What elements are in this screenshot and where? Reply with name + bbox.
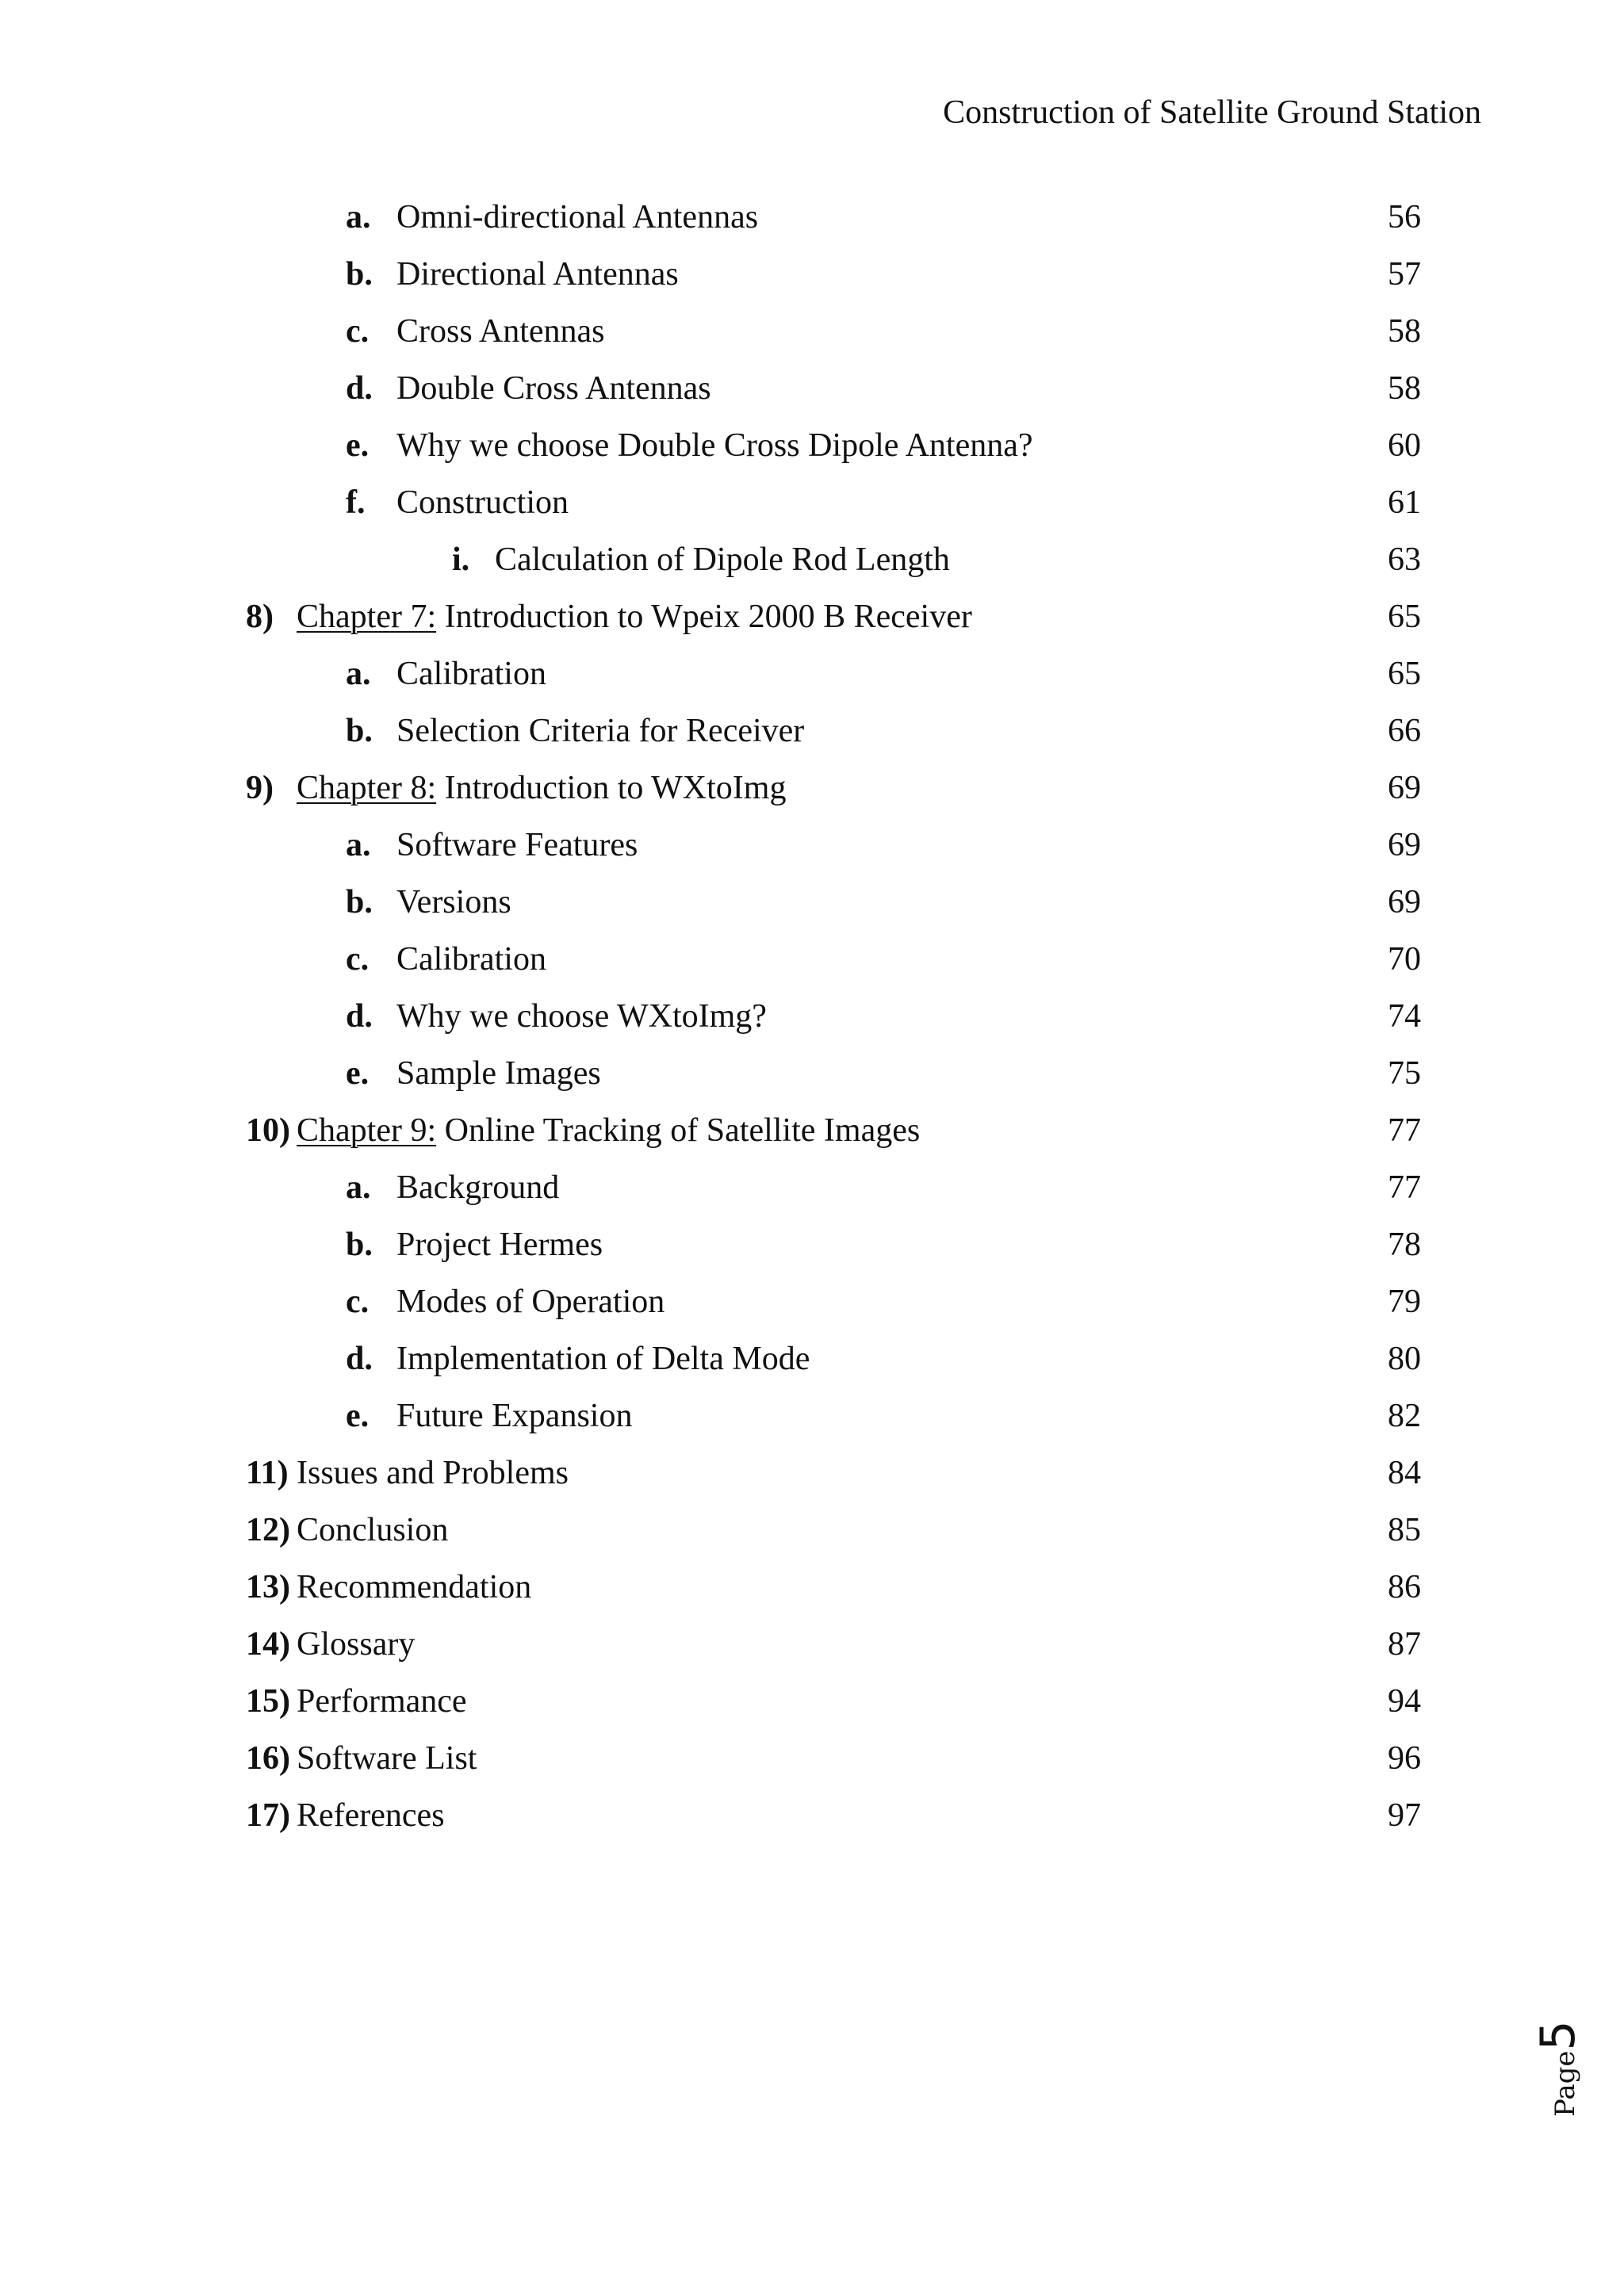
toc-entry-title bbox=[396, 303, 605, 360]
toc-entry-marker: 12) bbox=[246, 1512, 290, 1548]
toc-entry-title-text: Construction bbox=[396, 484, 569, 521]
toc-entry-marker: c. bbox=[346, 1284, 370, 1320]
toc-entry-title-text: Project Hermes bbox=[396, 1226, 603, 1263]
toc-entry-page-number: 86 bbox=[1388, 1569, 1421, 1605]
toc-entry bbox=[0, 1502, 1624, 1559]
toc-entry bbox=[0, 1787, 1624, 1844]
toc-entry-marker: 15) bbox=[246, 1683, 290, 1720]
toc-entry-page-number: 77 bbox=[1388, 1169, 1421, 1206]
toc-entry-marker: c. bbox=[346, 941, 370, 978]
toc-entry bbox=[0, 246, 1624, 303]
page-footer bbox=[1530, 2014, 1586, 2117]
toc-entry-page-number: 69 bbox=[1388, 827, 1421, 863]
running-header: Construction of Satellite Ground Station bbox=[943, 94, 1481, 131]
table-of-contents bbox=[0, 189, 1624, 1844]
toc-entry-title-text: Conclusion bbox=[297, 1512, 449, 1548]
toc-entry-title-text: References bbox=[297, 1797, 445, 1834]
toc-entry bbox=[0, 1559, 1624, 1616]
chapter-link[interactable]: Chapter 7: bbox=[297, 599, 437, 635]
toc-entry-title bbox=[297, 1673, 467, 1730]
toc-entry-title-text: Software Features bbox=[396, 827, 638, 863]
toc-entry-title-text: Cross Antennas bbox=[396, 313, 605, 350]
toc-entry-title bbox=[396, 1159, 559, 1216]
toc-entry-page-number: 97 bbox=[1388, 1797, 1421, 1834]
toc-entry-marker: b. bbox=[346, 713, 373, 749]
toc-entry bbox=[0, 1730, 1624, 1787]
toc-entry-page-number: 70 bbox=[1388, 941, 1421, 978]
toc-entry-marker: b. bbox=[346, 256, 373, 293]
toc-entry bbox=[0, 1445, 1624, 1502]
toc-entry-marker: b. bbox=[346, 1226, 373, 1263]
toc-entry bbox=[0, 1216, 1624, 1273]
toc-entry-title-text: Glossary bbox=[297, 1626, 416, 1663]
toc-entry-title-text: Why we choose WXtoImg? bbox=[396, 998, 767, 1035]
toc-entry-title bbox=[297, 1616, 415, 1673]
toc-entry-title-text: Implementation of Delta Mode bbox=[396, 1341, 810, 1377]
toc-entry-title-text: Directional Antennas bbox=[396, 256, 679, 293]
toc-entry-title-text: Software List bbox=[297, 1740, 477, 1777]
toc-entry-title-text: Recommendation bbox=[297, 1569, 532, 1605]
toc-entry-marker: c. bbox=[346, 313, 370, 350]
page-label: Page bbox=[1549, 2050, 1581, 2117]
toc-entry-marker: d. bbox=[346, 370, 373, 407]
toc-entry-title bbox=[297, 760, 786, 817]
toc-entry-page-number: 77 bbox=[1388, 1112, 1421, 1149]
toc-entry-title-text: Modes of Operation bbox=[396, 1284, 665, 1320]
toc-entry bbox=[0, 931, 1624, 988]
toc-entry-page-number: 78 bbox=[1388, 1226, 1421, 1263]
toc-entry-title-text: Versions bbox=[396, 884, 511, 920]
toc-entry-page-number: 57 bbox=[1388, 256, 1421, 293]
toc-entry-title-text: Omni-directional Antennas bbox=[396, 199, 759, 235]
chapter-link[interactable]: Chapter 8: bbox=[297, 770, 437, 806]
toc-entry-page-number: 96 bbox=[1388, 1740, 1421, 1777]
toc-entry-title bbox=[396, 931, 546, 988]
toc-entry bbox=[0, 874, 1624, 931]
toc-entry-title bbox=[297, 1445, 569, 1502]
toc-entry-title bbox=[396, 360, 711, 417]
toc-entry-page-number: 65 bbox=[1388, 656, 1421, 692]
toc-entry-title bbox=[297, 1787, 445, 1844]
toc-entry-marker: b. bbox=[346, 884, 373, 920]
toc-entry-title-text: Issues and Problems bbox=[297, 1455, 569, 1491]
toc-entry-title bbox=[396, 702, 804, 760]
toc-entry bbox=[0, 360, 1624, 417]
toc-entry-title-text: Online Tracking of Satellite Images bbox=[444, 1112, 921, 1149]
toc-entry-page-number: 58 bbox=[1388, 370, 1421, 407]
toc-entry-page-number: 74 bbox=[1388, 998, 1421, 1035]
toc-entry-page-number: 61 bbox=[1388, 484, 1421, 521]
toc-entry-page-number: 56 bbox=[1388, 199, 1421, 235]
toc-entry-title-text: Why we choose Double Cross Dipole Antenna? bbox=[396, 427, 1033, 464]
toc-entry-title bbox=[396, 817, 638, 874]
toc-entry-title bbox=[495, 531, 950, 588]
toc-entry bbox=[0, 1102, 1624, 1159]
toc-entry bbox=[0, 1673, 1624, 1730]
toc-entry-title-text: Calculation of Dipole Rod Length bbox=[495, 541, 950, 578]
toc-entry bbox=[0, 1159, 1624, 1216]
toc-entry bbox=[0, 303, 1624, 360]
toc-entry-page-number: 58 bbox=[1388, 313, 1421, 350]
toc-entry-page-number: 65 bbox=[1388, 599, 1421, 635]
toc-entry bbox=[0, 702, 1624, 760]
toc-entry-marker: d. bbox=[346, 1341, 373, 1377]
toc-entry-marker: 8) bbox=[246, 599, 274, 635]
toc-entry-title bbox=[297, 1502, 448, 1559]
toc-entry bbox=[0, 417, 1624, 474]
toc-entry bbox=[0, 1273, 1624, 1330]
toc-entry-title bbox=[396, 1387, 632, 1445]
toc-entry-title-text: Background bbox=[396, 1169, 560, 1206]
toc-entry bbox=[0, 474, 1624, 531]
toc-entry-title-text: Sample Images bbox=[396, 1055, 601, 1092]
toc-entry-page-number: 63 bbox=[1388, 541, 1421, 578]
toc-entry bbox=[0, 1387, 1624, 1445]
toc-entry-title-text: Selection Criteria for Receiver bbox=[396, 713, 805, 749]
toc-entry-marker: 14) bbox=[246, 1626, 290, 1663]
toc-entry-marker: 13) bbox=[246, 1569, 290, 1605]
toc-entry-page-number: 94 bbox=[1388, 1683, 1421, 1720]
toc-entry-page-number: 80 bbox=[1388, 1341, 1421, 1377]
toc-entry-marker: a. bbox=[346, 199, 371, 235]
toc-entry-title bbox=[297, 1730, 477, 1787]
page-number: 5 bbox=[1530, 2020, 1586, 2051]
toc-entry-page-number: 75 bbox=[1388, 1055, 1421, 1092]
toc-entry-title bbox=[396, 1330, 810, 1387]
toc-entry-title bbox=[396, 988, 767, 1045]
toc-entry-title bbox=[396, 1216, 603, 1273]
toc-entry-marker: a. bbox=[346, 827, 371, 863]
toc-entry-title-text: Calibration bbox=[396, 941, 546, 978]
toc-entry bbox=[0, 531, 1624, 588]
toc-entry-marker: 17) bbox=[246, 1797, 290, 1834]
toc-entry-title bbox=[297, 1559, 531, 1616]
toc-entry bbox=[0, 760, 1624, 817]
toc-entry-title bbox=[396, 874, 511, 931]
toc-entry-title bbox=[297, 588, 972, 645]
chapter-link[interactable]: Chapter 9: bbox=[297, 1112, 437, 1149]
toc-entry-title bbox=[396, 1045, 601, 1102]
toc-entry-title bbox=[396, 417, 1033, 474]
toc-entry-title bbox=[396, 246, 679, 303]
toc-entry-page-number: 66 bbox=[1388, 713, 1421, 749]
toc-entry-page-number: 82 bbox=[1388, 1398, 1421, 1434]
toc-entry-title-text: Double Cross Antennas bbox=[396, 370, 711, 407]
toc-entry bbox=[0, 1330, 1624, 1387]
toc-entry-marker: 9) bbox=[246, 770, 274, 806]
toc-entry bbox=[0, 189, 1624, 246]
toc-entry-title-text: Introduction to WXtoImg bbox=[444, 770, 787, 806]
toc-entry-page-number: 69 bbox=[1388, 770, 1421, 806]
toc-entry-title-text: Future Expansion bbox=[396, 1398, 633, 1434]
toc-entry-page-number: 79 bbox=[1388, 1284, 1421, 1320]
toc-entry-page-number: 87 bbox=[1388, 1626, 1421, 1663]
toc-entry-marker: e. bbox=[346, 1398, 370, 1434]
toc-entry-title bbox=[396, 1273, 665, 1330]
toc-entry-title-text: Calibration bbox=[396, 656, 546, 692]
toc-entry bbox=[0, 817, 1624, 874]
toc-entry-marker: f. bbox=[346, 484, 366, 521]
toc-entry-marker: d. bbox=[346, 998, 373, 1035]
toc-entry-page-number: 69 bbox=[1388, 884, 1421, 920]
toc-entry-marker: a. bbox=[346, 656, 371, 692]
toc-entry-title bbox=[297, 1102, 920, 1159]
toc-entry-marker: e. bbox=[346, 427, 370, 464]
toc-entry-marker: 10) bbox=[246, 1112, 290, 1149]
toc-entry-page-number: 85 bbox=[1388, 1512, 1421, 1548]
toc-entry bbox=[0, 588, 1624, 645]
toc-entry-marker: e. bbox=[346, 1055, 370, 1092]
toc-entry-page-number: 84 bbox=[1388, 1455, 1421, 1491]
toc-entry-marker: i. bbox=[452, 541, 470, 578]
toc-entry bbox=[0, 645, 1624, 702]
toc-entry-marker: a. bbox=[346, 1169, 371, 1206]
toc-entry bbox=[0, 1045, 1624, 1102]
toc-entry-page-number: 60 bbox=[1388, 427, 1421, 464]
toc-entry-title bbox=[396, 189, 758, 246]
toc-entry-title bbox=[396, 474, 569, 531]
toc-entry-title bbox=[396, 645, 546, 702]
toc-entry bbox=[0, 988, 1624, 1045]
toc-entry-marker: 11) bbox=[246, 1455, 289, 1491]
toc-entry bbox=[0, 1616, 1624, 1673]
toc-entry-title-text: Introduction to Wpeix 2000 B Receiver bbox=[444, 599, 972, 635]
toc-entry-title-text: Performance bbox=[297, 1683, 467, 1720]
toc-entry-marker: 16) bbox=[246, 1740, 290, 1777]
